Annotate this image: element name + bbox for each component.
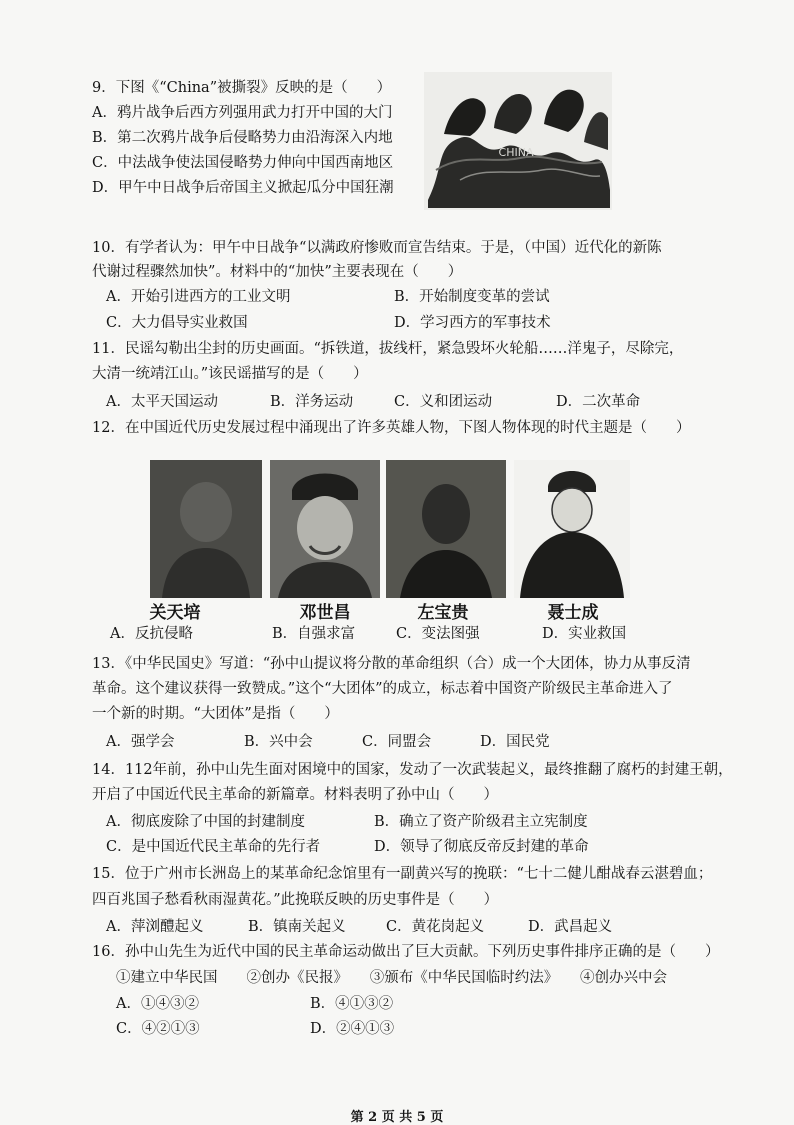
q15-stem-line2: 四百兆国子愁看秋雨湿黄花。”此挽联反映的历史事件是（ ） xyxy=(92,892,499,908)
q10-option-d: D．学习西方的军事技术 xyxy=(394,315,551,331)
q16-option-b: B．④①③② xyxy=(310,996,394,1012)
q10-option-c: C．大力倡导实业救国 xyxy=(106,315,248,331)
q15-option-b: B．镇南关起义 xyxy=(248,919,346,935)
q13-option-a: A．强学会 xyxy=(106,734,175,750)
page-footer: 第 2 页 共 5 页 xyxy=(350,1110,444,1125)
q14-option-c: C．是中国近代民主革命的先行者 xyxy=(106,839,321,855)
q13-stem-line2: 革命。这个建议获得一致赞成。”这个“大团体”的成立，标志着中国资产阶级民主革命进入了 xyxy=(92,681,673,697)
q9-option-b: B．第二次鸦片战争后侵略势力由沿海深入内地 xyxy=(92,130,393,146)
q10-option-b: B．开始制度变革的尝试 xyxy=(394,289,550,305)
q15-option-c: C．黄花岗起义 xyxy=(386,919,485,935)
q12-option-d: D．实业救国 xyxy=(542,626,627,642)
china-torn-cartoon xyxy=(424,72,612,210)
q14-option-a: A．彻底废除了中国的封建制度 xyxy=(106,814,305,830)
q16-events-list: ①建立中华民国 ②创办《民报》 ③颁布《中华民国临时约法》 ④创办兴中会 xyxy=(116,970,667,986)
q10-option-a: A．开始引进西方的工业文明 xyxy=(106,289,291,305)
portrait-name-2: 邓世昌 xyxy=(299,603,351,623)
portrait-name-1: 关天培 xyxy=(149,603,201,623)
q13-stem-line1: 13．《中华民国史》写道：“孙中山提议将分散的革命组织（合）成一个大团体，协力从事反清 xyxy=(92,656,691,672)
q11-option-c: C．义和团运动 xyxy=(394,394,493,410)
q15-option-a: A．萍浏醴起义 xyxy=(106,919,204,935)
portrait-zuo-baogui xyxy=(386,460,506,598)
q13-option-c: C．同盟会 xyxy=(362,734,432,750)
q9-stem: 9．下图《“China”被撕裂》反映的是（ ） xyxy=(92,80,392,96)
q9-option-a: A．鸦片战争后西方列强用武力打开中国的大门 xyxy=(92,105,393,121)
q13-option-d: D．国民党 xyxy=(480,734,550,750)
q11-stem-line2: 大清一统靖江山。”该民谣描写的是（ ） xyxy=(92,366,368,382)
q11-option-a: A．太平天国运动 xyxy=(106,394,218,410)
portrait-nie-shicheng xyxy=(514,460,630,598)
q12-option-b: B．自强求富 xyxy=(272,626,356,642)
q16-option-c: C．④②①③ xyxy=(116,1021,200,1037)
q14-option-b: B．确立了资产阶级君主立宪制度 xyxy=(374,814,588,830)
q11-stem-line1: 11．民谣勾勒出尘封的历史画面。“拆铁道，拔线杆，紧急毁坏火轮船……洋鬼子，尽除完， xyxy=(92,341,684,357)
cartoon-map-label: CHINA xyxy=(498,146,534,159)
q15-option-d: D．武昌起义 xyxy=(528,919,613,935)
q14-option-d: D．领导了彻底反帝反封建的革命 xyxy=(374,839,589,855)
portrait-deng-shichang xyxy=(270,460,380,598)
q16-option-a: A．①④③② xyxy=(116,996,199,1012)
q16-option-d: D．②④①③ xyxy=(310,1021,395,1037)
q14-stem-line2: 开启了中国近代民主革命的新篇章。材料表明了孙中山（ ） xyxy=(92,787,498,803)
q16-stem: 16．孙中山先生为近代中国的民主革命运动做出了巨大贡献。下列历史事件排序正确的是（ ） xyxy=(92,944,720,960)
q12-option-c: C．变法图强 xyxy=(396,626,480,642)
q14-stem-line1: 14．112年前，孙中山先生面对困境中的国家，发动了一次武装起义，最终推翻了腐朽的封建王朝， xyxy=(92,762,733,778)
q9-option-d: D．甲午中日战争后帝国主义掀起瓜分中国狂潮 xyxy=(92,180,394,196)
q13-option-b: B．兴中会 xyxy=(244,734,313,750)
q11-option-d: D．二次革命 xyxy=(556,394,641,410)
q12-stem: 12．在中国近代历史发展过程中涌现出了许多英雄人物，下图人物体现的时代主题是（ ） xyxy=(92,420,691,436)
q10-stem-line2: 代谢过程骤然加快”。材料中的“加快”主要表现在（ ） xyxy=(92,264,463,280)
q10-stem-line1: 10．有学者认为：甲午中日战争“以满政府惨败而宣告结束。于是，（中国）近代化的新陈 xyxy=(92,240,662,256)
q13-stem-line3: 一个新的时期。“大团体”是指（ ） xyxy=(92,706,339,722)
portrait-name-4: 聂士成 xyxy=(547,603,599,623)
portrait-name-3: 左宝贵 xyxy=(417,603,469,623)
q9-option-c: C．中法战争使法国侵略势力伸向中国西南地区 xyxy=(92,155,394,171)
portrait-guan-tianpei xyxy=(150,460,262,598)
q11-option-b: B．洋务运动 xyxy=(270,394,354,410)
q12-option-a: A．反抗侵略 xyxy=(110,626,193,642)
q15-stem-line1: 15．位于广州市长洲岛上的某革命纪念馆里有一副黄兴写的挽联：“七十二健儿酣战春云湛碧血； xyxy=(92,866,713,882)
